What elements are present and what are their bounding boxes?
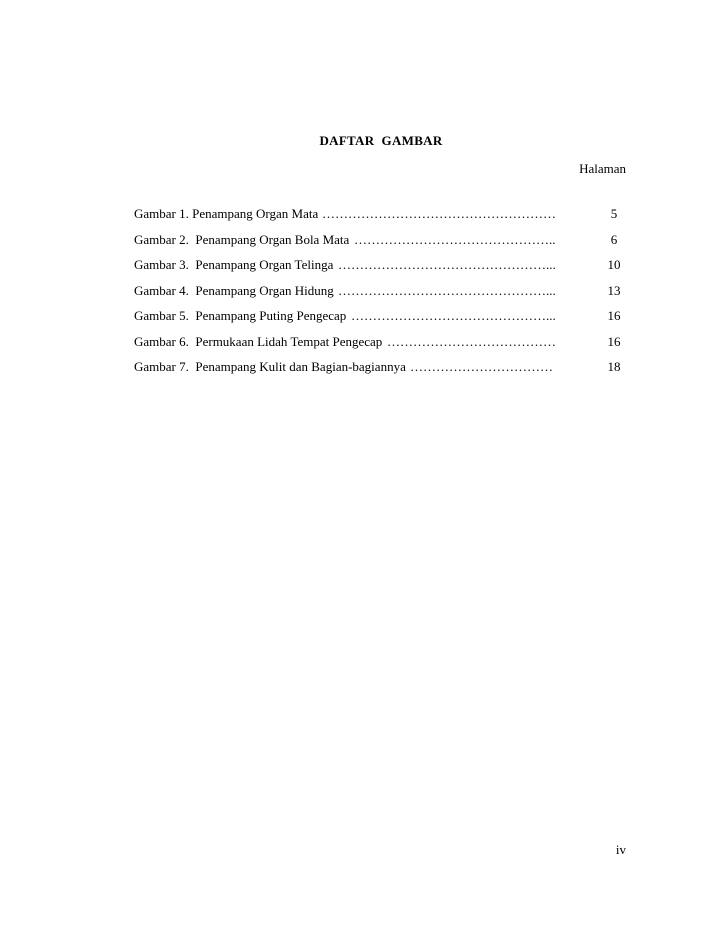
entry-page-number: 16 (607, 333, 621, 349)
list-item (134, 307, 625, 333)
dot-leader: ……………………………………….. (354, 231, 556, 247)
entry-page-number: 16 (607, 308, 621, 323)
page-number: iv (615, 842, 626, 857)
entry-page-number: 13 (607, 282, 621, 298)
list-item (134, 231, 625, 257)
dot-leader: …………………………………………... (338, 257, 556, 272)
entry-label: Gambar 7. Penampang Kulit dan Bagian-bagiannya (134, 359, 410, 374)
list-item (134, 205, 625, 231)
entry-label: Gambar 6. Permukaan Lidah Tempat Pengecap (134, 333, 386, 349)
entry-label: Gambar 5. Penampang Puting Pengecap (134, 308, 350, 323)
figure-list (134, 205, 625, 384)
entry-page-number: 18 (607, 359, 621, 374)
list-item (134, 333, 625, 359)
list-item (134, 256, 625, 282)
entry-label: Gambar 3. Penampang Organ Telinga (134, 257, 337, 272)
entry-label: Gambar 2. Penampang Organ Bola Mata (134, 231, 353, 247)
entry-page-number: 5 (610, 206, 618, 221)
dot-leader: ……………………………………………… (322, 206, 556, 221)
dot-leader: …………………………… (410, 359, 553, 374)
entry-page-number: 10 (607, 257, 621, 272)
entry-label: Gambar 4. Penampang Organ Hidung (134, 282, 338, 298)
page-title: DAFTAR GAMBAR (319, 133, 443, 148)
page-column-header: Halaman (579, 161, 626, 176)
list-item (134, 282, 625, 308)
entry-label: Gambar 1. Penampang Organ Mata (134, 206, 322, 221)
entry-page-number: 6 (610, 231, 618, 247)
dot-leader: ………………………………… (387, 333, 556, 349)
dot-leader: …………………………………………... (338, 282, 556, 298)
dot-leader: ………………………………………... (351, 308, 556, 323)
list-item (134, 358, 625, 384)
